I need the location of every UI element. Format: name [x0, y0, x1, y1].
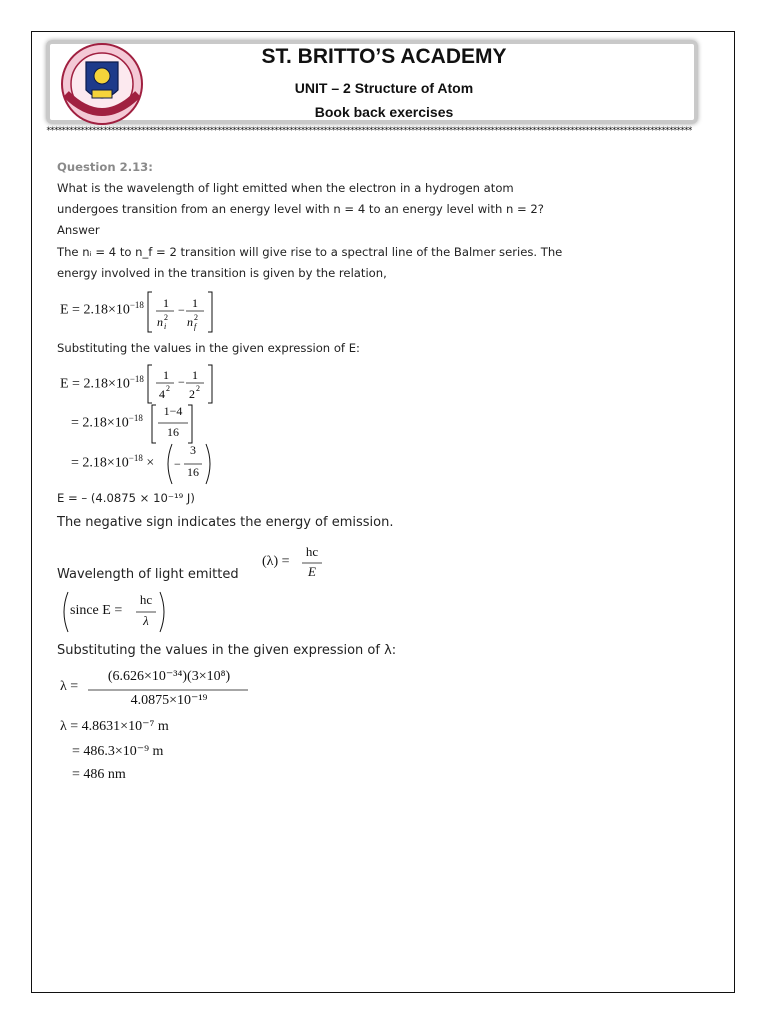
question-title: Question 2.13: [57, 160, 153, 174]
svg-text:1: 1 [192, 368, 198, 382]
svg-text:1: 1 [163, 368, 169, 382]
negative-sign-text: The negative sign indicates the energy of emission. [57, 515, 394, 530]
equation-energy-substituted: $E = 2.18\times 10^{-18}$ [60, 374, 144, 392]
svg-text:2: 2 [189, 387, 195, 401]
star-divider: ************************************************************************************************************************************************************************** [46, 126, 692, 136]
energy-general-bracket [146, 290, 218, 334]
svg-text:4: 4 [159, 387, 165, 401]
svg-text:2: 2 [196, 384, 200, 393]
svg-text:i: i [164, 322, 167, 331]
lambda-calc-denominator: 4.0875×10⁻¹⁹ [130, 693, 208, 708]
energy-step3-numerator: 3 [190, 443, 196, 457]
lambda-numerator: hc [305, 544, 319, 559]
svg-text:n: n [157, 315, 163, 329]
lambda-lhs: (λ) = [262, 554, 290, 569]
svg-text:−: − [178, 303, 185, 317]
lambda-denominator: E [308, 564, 316, 579]
answer-line-1: The nᵢ = 4 to n_f = 2 transition will give rise to a spectral line of the Balmer series. The [57, 245, 563, 259]
energy-step2-denominator: 16 [167, 425, 179, 439]
energy-result: E = – (4.0875 × 10⁻¹⁹ J) [57, 491, 195, 505]
svg-text:−: − [178, 375, 185, 389]
question-line-2: undergoes transition from an energy level with n = 4 to an energy level with n = 2? [57, 202, 544, 216]
equation-energy-general: $E = 2.18\times 10^{-18}$ [60, 300, 144, 318]
lambda-calc-numerator: (6.626×10⁻³⁴)(3×10⁸) [107, 669, 231, 684]
svg-text:1: 1 [163, 296, 169, 310]
since-numerator: hc [139, 592, 153, 607]
question-line-1: What is the wavelength of light emitted when the electron in a hydrogen atom [57, 181, 514, 195]
svg-text:2: 2 [194, 313, 198, 322]
svg-text:−: − [174, 457, 181, 471]
energy-step3-denominator: 16 [187, 465, 199, 479]
substituting-lambda-text: Substituting the values in the given expression of λ: [57, 643, 397, 658]
lambda-symbol: λ = [60, 679, 79, 694]
svg-text:2: 2 [166, 384, 170, 393]
lambda-result-1: λ = 4.8631×10⁻⁷ m [60, 719, 169, 734]
since-denominator: λ [143, 613, 149, 628]
svg-text:n: n [187, 315, 193, 329]
svg-text:2: 2 [164, 313, 168, 322]
lambda-result-3: = 486 nm [72, 767, 126, 782]
academy-title: ST. BRITTO’S ACADEMY [261, 45, 507, 68]
page-border [31, 31, 735, 993]
energy-step2-numerator: 1−4 [163, 404, 183, 418]
equation-energy-step3: = $2.18\times 10^{-18}$ × [71, 453, 155, 471]
book-back-subtitle: Book back exercises [314, 104, 454, 120]
wavelength-emitted-text: Wavelength of light emitted [57, 567, 239, 582]
answer-label: Answer [57, 223, 100, 237]
answer-line-2: energy involved in the transition is given by the relation, [57, 266, 387, 280]
since-text: since E = [70, 603, 123, 618]
equation-energy-step2: = $2.18\times 10^{-18}$ [71, 413, 143, 431]
substituting-E-text: Substituting the values in the given expression of E: [57, 341, 360, 355]
unit-title: UNIT – 2 Structure of Atom [294, 80, 474, 96]
energy-substituted-bracket [146, 363, 218, 405]
svg-text:f: f [194, 322, 197, 331]
lambda-result-2: = 486.3×10⁻⁹ m [72, 744, 164, 759]
svg-text:1: 1 [192, 296, 198, 310]
